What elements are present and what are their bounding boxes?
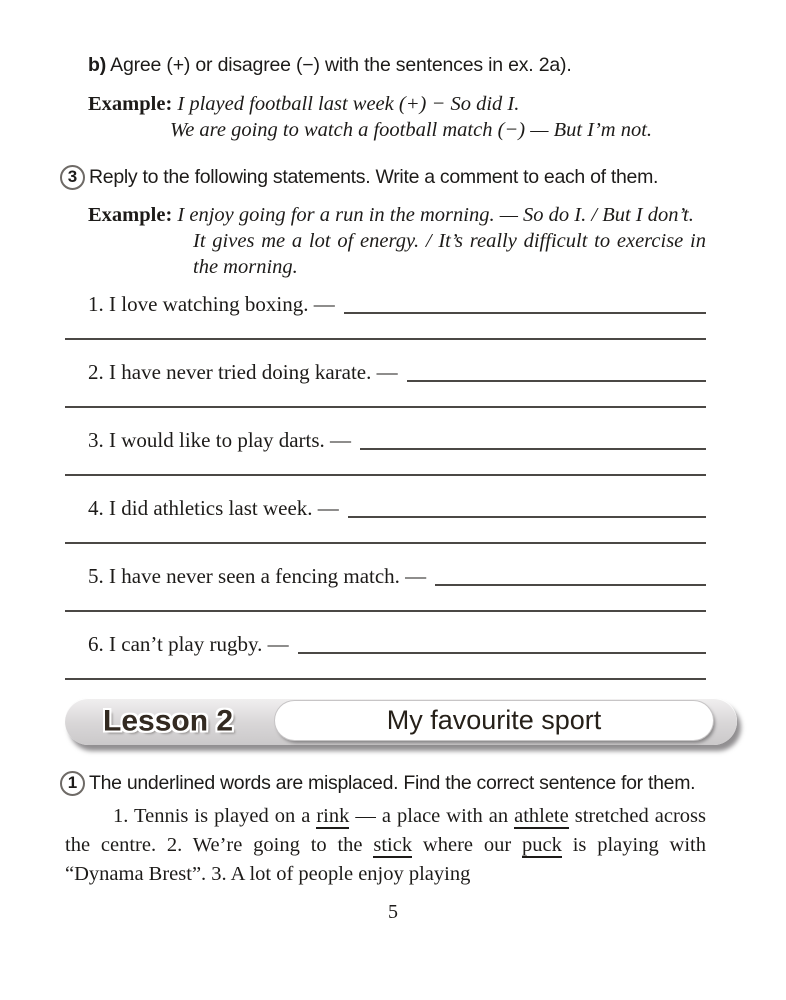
- answer-line: [65, 610, 706, 612]
- reply-item: [0, 562, 786, 612]
- answer-blank-inline: [407, 380, 706, 382]
- example-line: [88, 202, 706, 228]
- page-number: 5: [388, 901, 398, 923]
- exercise-1-instruction: The underlined words are misplaced. Find the correct sentence for them.: [89, 772, 696, 794]
- example-text-line-1: I played football last week (+) − So did I.: [177, 93, 520, 115]
- lesson-banner: [65, 698, 737, 745]
- misplaced-words-paragraph: 1. Tennis is played on a rink — a place with an athlete stretched across the centre. 2. We’re going to the stick where our puck is playing with “Dynama Brest”. 3. A lot of people enjoy playing: [65, 805, 707, 885]
- reply-statement: 3. I would like to play darts. —: [88, 428, 352, 452]
- reply-item: [0, 630, 786, 680]
- reply-item: [0, 426, 786, 476]
- exercise-2b-instruction: Agree (+) or disagree (−) with the sentences in ex. 2a).: [110, 54, 572, 76]
- reply-statement: 5. I have never seen a fencing match. —: [88, 564, 427, 588]
- lesson-label: Lesson 2: [103, 703, 234, 737]
- answer-line: [65, 406, 706, 408]
- reply-item: [0, 290, 786, 340]
- answer-blank-inline: [348, 516, 706, 518]
- example-label: Example:: [88, 93, 173, 115]
- reply-item: [0, 494, 786, 544]
- exercise-3-heading: [60, 164, 736, 190]
- reply-statement: 1. I love watching boxing. —: [88, 292, 335, 316]
- exercise-2b-example: [88, 91, 706, 143]
- answer-line: [65, 474, 706, 476]
- answer-blank-inline: [360, 448, 706, 450]
- example-text-line-2: It gives me a lot of energy. / It’s really difficult to exercise in the morning.: [193, 230, 706, 278]
- example-text-line-1: I enjoy going for a run in the morning. — So do I. / But I don’t.: [177, 204, 694, 226]
- exercise-2b-heading: [88, 52, 730, 78]
- reply-statement: 4. I did athletics last week. —: [88, 496, 339, 520]
- exercise-1-heading: [60, 770, 746, 796]
- exercise-3-example: [88, 202, 706, 280]
- lesson-title: My favourite sport: [386, 705, 602, 735]
- answer-blank-inline: [344, 312, 706, 314]
- answer-blank-inline: [298, 652, 706, 654]
- lesson-title-pill: [275, 701, 713, 740]
- answer-line: [65, 338, 706, 340]
- answer-line: [65, 542, 706, 544]
- exercise-2b-label: b): [88, 54, 107, 76]
- exercise-3-number-badge: 3: [60, 165, 85, 190]
- answer-line: [65, 678, 706, 680]
- example-line: [88, 91, 706, 117]
- exercise-3-instruction: Reply to the following statements. Write a comment to each of them.: [89, 166, 659, 188]
- reply-statement: 2. I have never tried doing karate. —: [88, 360, 398, 384]
- reply-items-list: [0, 290, 786, 680]
- example-text-line-2: We are going to watch a football match (−) — But I’m not.: [170, 119, 653, 141]
- example-label: Example:: [88, 204, 173, 226]
- exercise-1-number-badge: 1: [60, 771, 85, 796]
- reply-item: [0, 358, 786, 408]
- reply-statement: 6. I can’t play rugby. —: [88, 632, 289, 656]
- answer-blank-inline: [435, 584, 706, 586]
